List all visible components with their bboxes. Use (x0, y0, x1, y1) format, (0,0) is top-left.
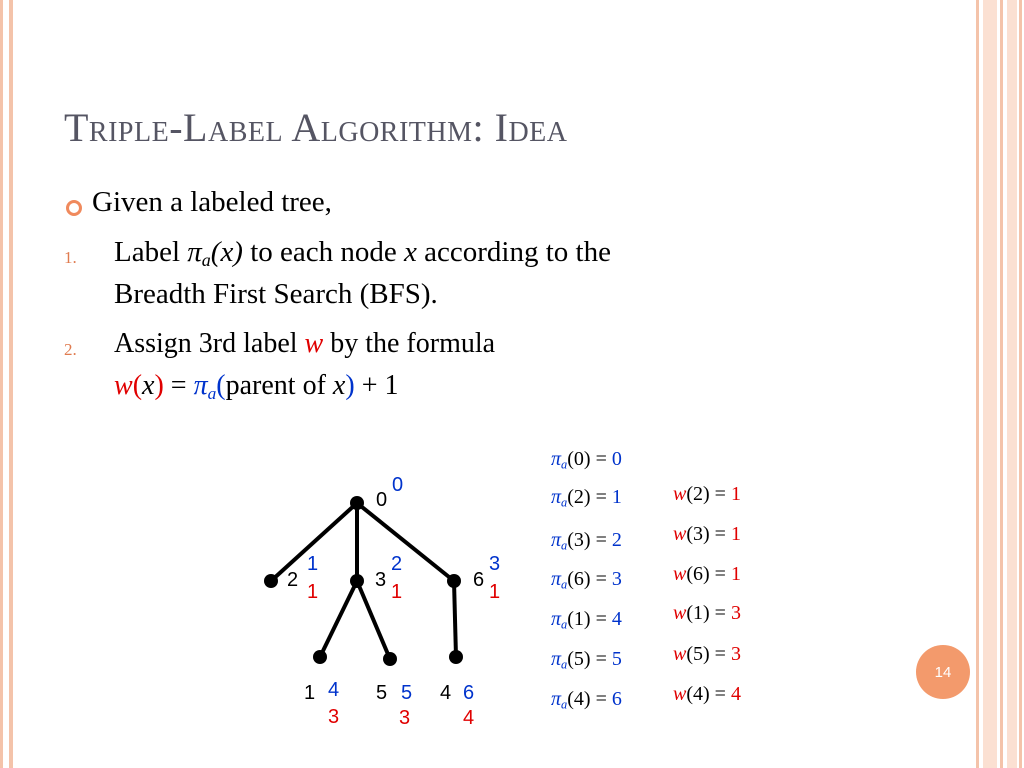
step-1-line2: Breadth First Search (BFS). (114, 278, 438, 310)
w-value: 1 (730, 563, 741, 585)
formula-parent: parent of (225, 370, 333, 401)
pi-arg: 1 (573, 608, 584, 630)
pi-formula: $\pi_a(2) = 1$ (551, 486, 622, 510)
w-value: 4 (730, 683, 741, 705)
pi-symbol: π (551, 648, 562, 670)
edge-6-4 (454, 581, 456, 657)
w-arg: 5 (693, 643, 704, 665)
formula-eq: = (163, 370, 194, 401)
node-w-label: 4 (463, 707, 475, 729)
node-pi-label: 0 (392, 474, 404, 496)
w-symbol: w (673, 602, 687, 624)
pi-formula: $\pi_a(5) = 5$ (551, 648, 622, 672)
pi-formula: $\pi_a(4) = 6$ (551, 688, 622, 712)
step-2-w: w (304, 328, 324, 359)
formula-pi-sub: a (207, 383, 217, 403)
pi-subscript: a (561, 617, 568, 632)
pi-symbol: π (551, 688, 562, 710)
pi-formula: $\pi_a(3) = 2$ (551, 529, 622, 553)
step-1-number: 1. (64, 248, 77, 267)
bullet-intro (92, 186, 332, 219)
pi-value: 1 (611, 486, 622, 508)
w-arg: 1 (693, 602, 704, 624)
page-number-badge (916, 645, 970, 699)
w-formula: w(3) = 1 (673, 523, 741, 545)
edge-3-5 (357, 581, 390, 659)
slide-title: Triple-Label Algorithm: Idea (64, 105, 568, 150)
node-id: 5 (376, 682, 388, 704)
tree-node (350, 574, 364, 588)
node-w-label: 3 (328, 706, 340, 728)
w-arg: 6 (693, 563, 704, 585)
step-1-text-a: Label (114, 236, 188, 268)
w-formula: w(6) = 1 (673, 563, 741, 585)
formula-paren: ) (345, 370, 355, 401)
node-pi-label: 3 (489, 553, 501, 575)
formula-paren: ( (216, 370, 226, 401)
w-value: 3 (730, 602, 741, 624)
step-2-line1 (114, 328, 495, 360)
formula-paren: ) (154, 370, 164, 401)
tree-diagram (250, 460, 520, 740)
bullet-marker (66, 200, 82, 216)
w-formula: w(2) = 1 (673, 483, 741, 505)
w-formula: w(5) = 3 (673, 643, 741, 665)
pi-arg: 0 (573, 448, 584, 470)
node-pi-label: 5 (401, 682, 413, 704)
w-value: 1 (730, 523, 741, 545)
formula-line (114, 370, 398, 404)
pi-subscript: a (561, 657, 568, 672)
pi-subscript: a (561, 495, 568, 510)
tree-node (447, 574, 461, 588)
node-id: 2 (287, 569, 299, 591)
page-number: 14 (934, 663, 952, 681)
pi-arg: 3 (573, 529, 584, 551)
formula-paren: ( (132, 370, 143, 401)
node-id: 6 (473, 569, 485, 591)
node-pi-label: 2 (391, 553, 403, 575)
pi-formula: $\pi_a(0) = 0$ (551, 448, 622, 472)
step-1-text-b: to each node (242, 236, 405, 268)
w-symbol: w (673, 483, 687, 505)
pi-subscript: a (561, 697, 568, 712)
w-value: 3 (730, 643, 741, 665)
pi-symbol: π (551, 448, 562, 470)
pi-symbol: π (551, 529, 562, 551)
w-arg: 3 (693, 523, 704, 545)
formula-x: x (332, 370, 346, 401)
pi-subscript: a (561, 457, 568, 472)
formula-plus: + 1 (354, 370, 399, 401)
pi-symbol: π (551, 486, 562, 508)
left-border-decoration (0, 0, 15, 768)
node-pi-label: 4 (328, 679, 340, 701)
node-id: 4 (440, 682, 452, 704)
pi-symbol: π (187, 236, 202, 268)
edge-3-1 (320, 581, 357, 657)
node-id: 0 (376, 489, 388, 511)
pi-value: 5 (611, 648, 622, 670)
pi-formula: $\pi_a(6) = 3$ (551, 568, 622, 592)
pi-arg: 2 (573, 486, 584, 508)
pi-arg: 6 (573, 568, 584, 590)
node-w-label: 3 (399, 707, 411, 729)
pi-arg: 4 (573, 688, 584, 710)
pi-subscript: a (561, 577, 568, 592)
pi-subscript: a (561, 538, 568, 553)
step-2-number: 2. (64, 340, 77, 359)
edge-0-6 (357, 503, 454, 581)
node-w-label: 1 (489, 581, 501, 603)
node-pi-label: 1 (307, 553, 319, 575)
node-id: 3 (375, 569, 387, 591)
w-symbol: w (673, 523, 687, 545)
pi-symbol: π (551, 608, 562, 630)
w-formula: w(1) = 3 (673, 602, 741, 624)
pi-value: 4 (611, 608, 622, 630)
tree-node (350, 496, 364, 510)
w-symbol: w (673, 563, 687, 585)
bullet-intro-text: Given a labeled tree, (92, 186, 332, 218)
pi-value: 3 (611, 568, 622, 590)
formula-w: w (114, 370, 133, 401)
tree-node (383, 652, 397, 666)
step-1-line1 (114, 236, 611, 271)
step-1-text-c: according to the (416, 236, 611, 268)
pi-value: 2 (611, 529, 622, 551)
node-id: 1 (304, 682, 316, 704)
tree-node (449, 650, 463, 664)
w-symbol: w (673, 683, 687, 705)
step-2-text-b: by the formula (323, 328, 496, 359)
formula-pi: π (193, 370, 208, 401)
w-formula: w(4) = 4 (673, 683, 741, 705)
formula-x: x (142, 370, 155, 401)
pi-formula: $\pi_a(1) = 4$ (551, 608, 622, 632)
step-2-text-a: Assign 3rd label (114, 328, 305, 359)
tree-node (313, 650, 327, 664)
pi-value: 0 (611, 448, 622, 470)
step-1-arg: (x) (210, 236, 243, 268)
node-w-label: 1 (307, 581, 319, 603)
w-value: 1 (730, 483, 741, 505)
right-border-decoration (976, 0, 1024, 768)
w-arg: 2 (693, 483, 704, 505)
w-symbol: w (673, 643, 687, 665)
pi-arg: 5 (573, 648, 584, 670)
tree-node (264, 574, 278, 588)
step-1-node: x (404, 236, 417, 268)
node-pi-label: 6 (463, 682, 475, 704)
pi-symbol: π (551, 568, 562, 590)
pi-subscript: a (201, 250, 211, 271)
w-arg: 4 (693, 683, 704, 705)
pi-value: 6 (611, 688, 622, 710)
node-w-label: 1 (391, 581, 403, 603)
